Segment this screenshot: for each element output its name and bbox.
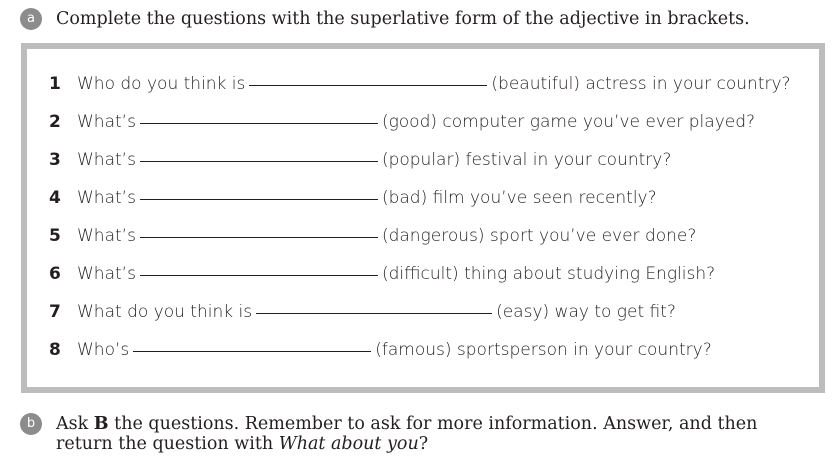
section-b-text-italic: What about you <box>278 434 419 454</box>
question-row-1 <box>49 74 791 100</box>
question-start: What’s <box>77 264 136 284</box>
question-end: (good) computer game you’ve ever played? <box>381 112 756 132</box>
exercise-panel <box>27 49 819 387</box>
question-end: (famous) sportsperson in your country? <box>375 340 712 360</box>
question-number: 6 <box>49 264 61 284</box>
question-row-6 <box>49 264 715 290</box>
section-b-instruction <box>56 414 810 454</box>
question-start: What do you think is <box>77 302 253 322</box>
question-row-2 <box>49 112 755 138</box>
question-number: 3 <box>49 150 61 170</box>
section-b-text-3: ? <box>418 434 429 454</box>
question-number: 1 <box>49 74 61 94</box>
question-start: What’s <box>77 150 136 170</box>
question-number: 4 <box>49 188 61 208</box>
section-a-instruction: Complete the questions with the superlative form of the adjective in brackets. <box>56 9 750 29</box>
question-end: (easy) way to get fit? <box>496 302 676 322</box>
answer-blank[interactable] <box>140 274 378 276</box>
section-b-text-1: Ask <box>56 414 94 434</box>
question-start: Who’s <box>77 340 130 360</box>
answer-blank[interactable] <box>133 350 371 352</box>
section-a-header <box>20 9 750 30</box>
answer-blank[interactable] <box>140 122 378 124</box>
question-end: (difficult) thing about studying English? <box>381 264 716 284</box>
answer-blank[interactable] <box>140 160 378 162</box>
exercise-frame <box>21 43 825 393</box>
question-end: (bad) film you’ve seen recently? <box>381 188 657 208</box>
question-end: (popular) festival in your country? <box>381 150 672 170</box>
question-start: What’s <box>77 188 136 208</box>
question-start: What’s <box>77 226 136 246</box>
section-a-badge: a <box>20 8 42 30</box>
section-b-header <box>20 414 810 454</box>
question-end: (dangerous) sport you’ve ever done? <box>381 226 697 246</box>
question-end: (beautiful) actress in your country? <box>491 74 791 94</box>
section-b-text-2: the questions. Remember to ask for more information. Answer, and then return the question with <box>56 414 758 454</box>
answer-blank[interactable] <box>249 84 487 86</box>
section-b-text-bold: B <box>93 414 109 434</box>
question-row-4 <box>49 188 657 214</box>
answer-blank[interactable] <box>140 236 378 238</box>
question-start: Who do you think is <box>77 74 246 94</box>
section-b-badge: b <box>20 413 42 435</box>
question-number: 5 <box>49 226 61 246</box>
question-number: 2 <box>49 112 61 132</box>
question-number: 7 <box>49 302 61 322</box>
answer-blank[interactable] <box>256 312 492 314</box>
question-number: 8 <box>49 340 61 360</box>
question-row-5 <box>49 226 696 252</box>
answer-blank[interactable] <box>140 198 378 200</box>
question-row-8 <box>49 340 712 366</box>
question-start: What’s <box>77 112 136 132</box>
question-row-7 <box>49 302 676 328</box>
question-row-3 <box>49 150 671 176</box>
